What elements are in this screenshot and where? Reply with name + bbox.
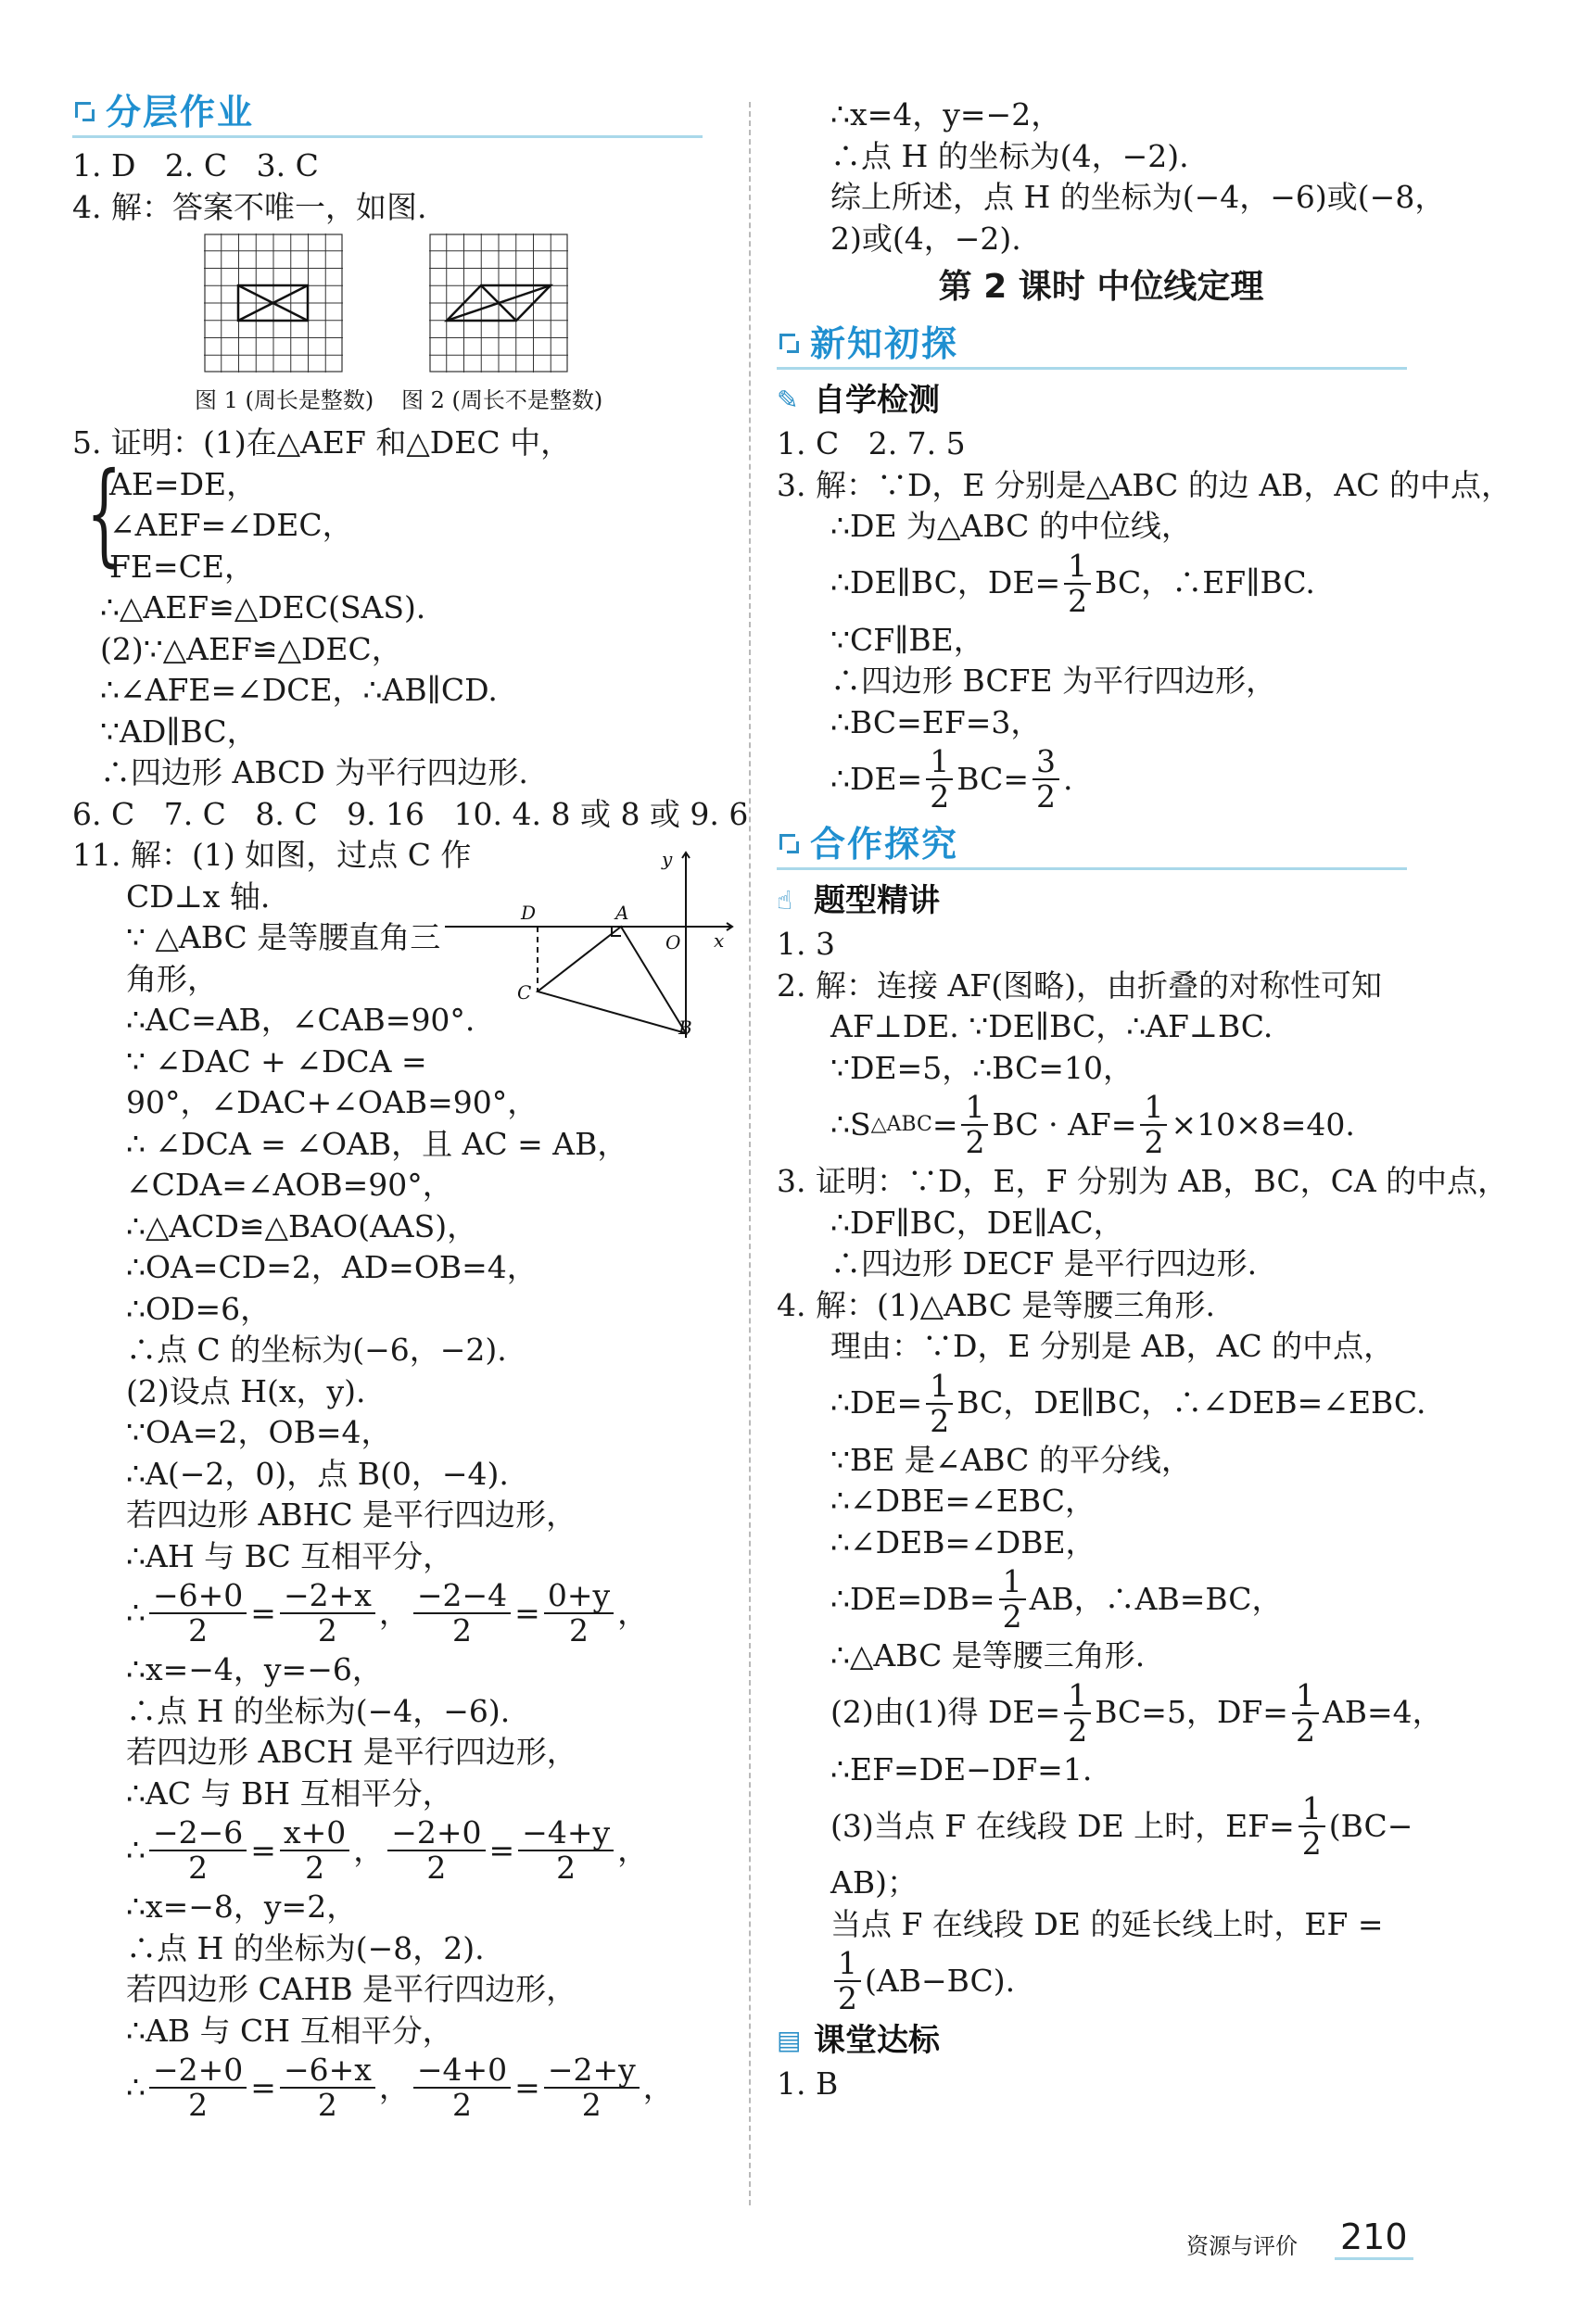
answer-line: ∵ △ABC 是等腰直角三 bbox=[126, 919, 441, 955]
answer-line: ∴△AEF≌△DEC(SAS). bbox=[100, 589, 426, 625]
subsection-title: 自学检测 bbox=[814, 381, 940, 419]
fraction bbox=[926, 745, 953, 814]
text: = bbox=[250, 1831, 276, 1868]
text: ， bbox=[353, 1831, 385, 1868]
numerator: 1 bbox=[834, 1947, 861, 1982]
answer-line: 11. 解：(1) 如图，过点 C 作 bbox=[72, 837, 472, 873]
numerator: 1 bbox=[1292, 1679, 1319, 1714]
denominator: 2 bbox=[965, 1124, 985, 1160]
fraction bbox=[1033, 745, 1059, 814]
numerator: 1 bbox=[961, 1091, 988, 1126]
answer-line: 角形， bbox=[126, 960, 218, 997]
answer-line: 若四边形 ABCH 是平行四边形， bbox=[126, 1734, 577, 1770]
figure-1-caption: 图 1 (周长是整数) bbox=[195, 387, 374, 413]
answer-line: ∵ ∠DAC + ∠DCA = bbox=[126, 1042, 427, 1080]
text: AB=4， bbox=[1322, 1694, 1443, 1731]
text: = bbox=[488, 1831, 515, 1868]
equation-system bbox=[72, 448, 712, 588]
page-number: 210 bbox=[1335, 2217, 1413, 2260]
answer-line: ∴点 C 的坐标为(−6，−2). bbox=[126, 1332, 507, 1368]
text: BC= bbox=[957, 760, 1029, 797]
fraction-equation bbox=[777, 1945, 1425, 2017]
answer-line: 4. 解：(1)△ABC 是等腰三角形. bbox=[777, 1286, 1216, 1323]
fraction-equation bbox=[777, 1089, 1425, 1161]
text: ∴ bbox=[126, 1831, 146, 1868]
numerator: 0+y bbox=[544, 1579, 614, 1614]
fraction bbox=[834, 1947, 861, 2015]
answer-line: ∴BC=EF=3， bbox=[830, 703, 1042, 740]
answer-line: ∠AEF=∠DEC， bbox=[109, 507, 353, 543]
section-icon bbox=[72, 99, 98, 125]
answer-line: ∵BE 是∠ABC 的平分线， bbox=[830, 1441, 1192, 1478]
answer-line: 6. C 7. C 8. C 9. 16 10. 4. 8 或 8 或 9. 6 bbox=[72, 795, 749, 832]
fraction bbox=[1140, 1091, 1167, 1159]
answer-line: ∴OA=CD=2，AD=OB=4， bbox=[126, 1249, 538, 1285]
fraction bbox=[413, 2053, 511, 2122]
answer-line: ∴AC=AB，∠CAB=90°. bbox=[126, 1002, 475, 1038]
answer-line: ∴AB 与 CH 互相平分， bbox=[126, 2012, 453, 2049]
text: ∴DE∥BC，DE= bbox=[830, 564, 1061, 601]
numerator: 1 bbox=[926, 1370, 953, 1405]
fraction bbox=[149, 2053, 247, 2122]
section-header-fenceng bbox=[72, 89, 703, 138]
answer-line: ∴x=4，y=−2， bbox=[830, 96, 1062, 133]
answer-line: ∴ ∠DCA = ∠OAB，且 AC = AB， bbox=[126, 1125, 628, 1162]
text: (AB−BC). bbox=[865, 1962, 1016, 1999]
text: = bbox=[514, 1594, 540, 1631]
answer-line: ∴点 H 的坐标为(−8，2). bbox=[126, 1929, 485, 1966]
answer-line: ∴点 H 的坐标为(−4，−6). bbox=[126, 1692, 511, 1729]
answer-line: AB)； bbox=[830, 1864, 918, 1901]
answer-line: 1. D 2. C 3. C bbox=[72, 147, 319, 183]
hand-icon: ☝ bbox=[777, 885, 793, 916]
pencil-icon: ✎ bbox=[777, 385, 799, 415]
label-y: y bbox=[662, 848, 673, 870]
text: BC=5，DF= bbox=[1095, 1694, 1288, 1731]
answer-line: ∴x=−8，y=2， bbox=[126, 1888, 358, 1925]
fraction-equation bbox=[72, 1577, 712, 1649]
fraction bbox=[280, 1816, 349, 1885]
section-icon bbox=[777, 331, 803, 357]
answer-line: ∴点 H 的坐标为(4，−2). bbox=[830, 137, 1189, 174]
text: ×10×8=40. bbox=[1171, 1105, 1355, 1143]
fraction bbox=[999, 1565, 1026, 1634]
fraction bbox=[544, 2053, 640, 2122]
answer-line: (2)设点 H(x，y). bbox=[126, 1372, 366, 1409]
answer-line: ∴DE 为△ABC 的中位线， bbox=[830, 508, 1192, 544]
text: = bbox=[514, 2068, 540, 2105]
numerator: −6+0 bbox=[149, 1579, 247, 1614]
text: ∴ bbox=[126, 1594, 146, 1631]
label-C: C bbox=[517, 981, 532, 1004]
fraction-equation bbox=[777, 1368, 1425, 1440]
grid-figures bbox=[72, 228, 712, 423]
fraction bbox=[280, 2053, 375, 2122]
fraction bbox=[387, 1816, 485, 1885]
answer-line: ∴∠DBE=∠EBC， bbox=[830, 1483, 1096, 1519]
answer-line: 1. B bbox=[777, 2065, 839, 2102]
denominator: 2 bbox=[317, 1612, 337, 1648]
section-header-hezuo bbox=[777, 821, 1407, 870]
grid-figure-2 bbox=[429, 234, 568, 373]
numerator: x+0 bbox=[280, 1816, 349, 1851]
section-title: 新知初探 bbox=[810, 322, 959, 364]
answer-line: AF⊥DE. ∵DE∥BC，∴AF⊥BC. bbox=[830, 1008, 1273, 1044]
lesson-title: 第 2 课时 中位线定理 bbox=[938, 268, 1264, 306]
answer-line: ∴OD=6， bbox=[126, 1290, 272, 1327]
answer-line: ∴四边形 DECF 是平行四边形. bbox=[830, 1245, 1258, 1282]
text: AB，∴AB=BC， bbox=[1029, 1580, 1283, 1617]
right-column bbox=[777, 95, 1512, 2105]
numerator: 1 bbox=[1064, 549, 1091, 585]
text: ∴ bbox=[126, 2068, 146, 2105]
label-B: B bbox=[678, 1017, 692, 1039]
fraction-equation bbox=[777, 1563, 1425, 1636]
denominator: 2 bbox=[452, 2087, 473, 2123]
numerator: −4+y bbox=[518, 1816, 614, 1851]
fraction-equation bbox=[777, 1676, 1443, 1749]
answer-line: FE=CE， bbox=[109, 548, 255, 585]
numerator: −2−4 bbox=[413, 1579, 511, 1614]
answer-line: AE=DE， bbox=[109, 465, 258, 502]
denominator: 2 bbox=[930, 778, 950, 815]
label-x: x bbox=[714, 929, 725, 952]
numerator: −2−6 bbox=[149, 1816, 247, 1851]
answer-line: 2. 解：连接 AF(图略)，由折叠的对称性可知 bbox=[777, 966, 1382, 1004]
answer-line: ∴∠DEB=∠DBE， bbox=[830, 1523, 1096, 1560]
denominator: 2 bbox=[317, 2087, 337, 2123]
left-column bbox=[72, 83, 749, 2124]
section-title: 分层作业 bbox=[106, 91, 255, 133]
section-title: 合作探究 bbox=[810, 823, 959, 865]
text: (BC− bbox=[1328, 1807, 1413, 1844]
brace-symbol: { bbox=[86, 448, 122, 578]
text: ， bbox=[617, 1831, 649, 1868]
answer-line: 3. 证明：∵D，E，F 分别为 AB，BC，CA 的中点， bbox=[777, 1163, 1509, 1199]
answer-line: ∴∠AFE=∠DCE，∴AB∥CD. bbox=[100, 672, 498, 708]
answer-line: ∵CF∥BE， bbox=[830, 621, 984, 658]
denominator: 2 bbox=[305, 1850, 325, 1886]
answer-line: ∴A(−2，0)，点 B(0，−4). bbox=[126, 1455, 509, 1492]
text: ， bbox=[617, 1594, 649, 1631]
fraction-equation bbox=[72, 2052, 712, 2124]
text: BC，∴EF∥BC. bbox=[1095, 564, 1315, 601]
column-divider bbox=[749, 102, 751, 2205]
numerator: 1 bbox=[1140, 1091, 1167, 1126]
fraction bbox=[1292, 1676, 1319, 1749]
answer-line: (2)∵△AEF≌△DEC， bbox=[100, 630, 402, 667]
fraction-equation bbox=[777, 548, 1425, 620]
answer-line: ∴四边形 ABCD 为平行四边形. bbox=[100, 754, 528, 790]
fraction-equation bbox=[72, 1814, 712, 1887]
answer-line: 3. 解：∵D，E 分别是△ABC 的边 AB，AC 的中点， bbox=[777, 466, 1512, 503]
denominator: 2 bbox=[1295, 1711, 1315, 1749]
denominator: 2 bbox=[556, 1850, 576, 1886]
answer-line: ∴DF∥BC，DE∥AC， bbox=[830, 1204, 1124, 1241]
denominator: 2 bbox=[188, 1612, 209, 1648]
numerator: −6+x bbox=[280, 2053, 375, 2089]
subsection-header bbox=[777, 377, 1425, 423]
denominator: 2 bbox=[581, 2087, 602, 2123]
numerator: −2+y bbox=[544, 2053, 640, 2089]
denominator: 2 bbox=[1068, 582, 1088, 619]
answer-line: 2)或(4，−2). bbox=[830, 220, 1021, 257]
denominator: 2 bbox=[1068, 1711, 1088, 1749]
section-header-xinzhi bbox=[777, 321, 1407, 370]
answer-line: ∵DE=5，∴BC=10， bbox=[830, 1049, 1134, 1086]
fraction bbox=[544, 1579, 614, 1648]
fraction-equation bbox=[777, 743, 1425, 815]
answer-line: 综上所述，点 H 的坐标为(−4，−6)或(−8， bbox=[830, 179, 1446, 215]
label-D: D bbox=[521, 902, 537, 924]
text: (3)当点 F 在线段 DE 上时，EF= bbox=[830, 1807, 1295, 1844]
text: = bbox=[250, 2068, 276, 2105]
subscript: △ABC bbox=[870, 1112, 932, 1136]
figure-2-caption: 图 2 (周长不是整数) bbox=[401, 387, 603, 413]
subsection-title: 课堂达标 bbox=[814, 2021, 940, 2059]
answer-line: ∵OA=2，OB=4， bbox=[126, 1414, 392, 1450]
answer-line: ∴△ABC 是等腰三角形. bbox=[830, 1637, 1146, 1674]
fraction bbox=[149, 1816, 247, 1885]
fraction bbox=[961, 1091, 988, 1159]
numerator: 1 bbox=[1064, 1679, 1091, 1714]
numerator: 1 bbox=[1299, 1792, 1325, 1827]
answer-line: ∴AC 与 BH 互相平分， bbox=[126, 1775, 453, 1812]
answer-line: ∴AH 与 BC 互相平分， bbox=[126, 1537, 454, 1574]
text: = bbox=[250, 1594, 276, 1631]
text: ∴DE= bbox=[830, 1384, 923, 1421]
answer-line: CD⊥x 轴. bbox=[126, 878, 271, 915]
numerator: 3 bbox=[1033, 745, 1059, 780]
answer-line: 当点 F 在线段 DE 的延长线上时，EF = bbox=[830, 1905, 1384, 1942]
page-footer bbox=[1186, 2217, 1413, 2260]
answer-line: 90°，∠DAC+∠OAB=90°， bbox=[126, 1084, 538, 1120]
fraction-equation bbox=[777, 1790, 1425, 1863]
answer-line: ∴EF=DE−DF=1. bbox=[830, 1750, 1093, 1787]
numerator: −2+0 bbox=[387, 1816, 485, 1851]
fraction bbox=[518, 1816, 614, 1885]
section-icon bbox=[777, 831, 803, 857]
footer-label: 资源与评价 bbox=[1186, 2233, 1298, 2259]
answer-line: ∴四边形 BCFE 为平行四边形， bbox=[830, 663, 1277, 699]
numerator: 1 bbox=[926, 745, 953, 780]
denominator: 2 bbox=[188, 2087, 209, 2123]
answer-line: ∴x=−4，y=−6， bbox=[126, 1651, 383, 1687]
answer-line: ∴△ACD≌△BAO(AAS)， bbox=[126, 1207, 478, 1244]
grid-figure-1 bbox=[204, 234, 343, 373]
fraction bbox=[149, 1579, 247, 1648]
denominator: 2 bbox=[1002, 1598, 1022, 1635]
denominator: 2 bbox=[426, 1850, 447, 1886]
subsection-title: 题型精讲 bbox=[814, 881, 940, 919]
book-icon: ▤ bbox=[777, 2025, 802, 2055]
denominator: 2 bbox=[930, 1402, 950, 1439]
answer-line: 1. 3 bbox=[777, 926, 835, 962]
text: ∴DE=DB= bbox=[830, 1580, 995, 1617]
numerator: 1 bbox=[999, 1565, 1026, 1600]
text: (2)由(1)得 DE= bbox=[830, 1694, 1061, 1731]
answer-line: 理由：∵D，E 分别是 AB，AC 的中点， bbox=[830, 1328, 1395, 1364]
label-O: O bbox=[665, 931, 681, 954]
text: . bbox=[1062, 760, 1073, 797]
denominator: 2 bbox=[838, 1980, 857, 2016]
numerator: −2+x bbox=[280, 1579, 375, 1614]
text: BC，DE∥BC，∴∠DEB=∠EBC. bbox=[957, 1384, 1426, 1421]
answer-line: ∠CDA=∠AOB=90°， bbox=[126, 1167, 453, 1203]
text: ∴S bbox=[830, 1105, 871, 1143]
denominator: 2 bbox=[1035, 778, 1056, 815]
subsection-header bbox=[777, 878, 1425, 924]
fraction bbox=[413, 1579, 511, 1648]
answer-line: 若四边形 ABHC 是平行四边形， bbox=[126, 1497, 577, 1533]
subsection-header bbox=[777, 2017, 1425, 2064]
label-A: A bbox=[615, 902, 629, 924]
fraction bbox=[926, 1367, 953, 1439]
text: ， bbox=[642, 2068, 674, 2105]
numerator: −2+0 bbox=[149, 2053, 247, 2089]
text: ∴DE= bbox=[830, 760, 923, 797]
text: ， bbox=[378, 1594, 410, 1631]
denominator: 2 bbox=[188, 1850, 209, 1886]
answer-line: 若四边形 CAHB 是平行四边形， bbox=[126, 1971, 577, 2007]
fraction bbox=[1064, 1676, 1091, 1749]
fraction bbox=[1299, 1792, 1325, 1861]
answer-line: 1. C 2. 7. 5 bbox=[777, 425, 966, 461]
text: ， bbox=[378, 2068, 410, 2105]
denominator: 2 bbox=[1301, 1825, 1322, 1862]
answer-line: 5. 证明：(1)在△AEF 和△DEC 中， bbox=[72, 424, 572, 461]
denominator: 2 bbox=[1144, 1124, 1164, 1160]
fraction bbox=[1064, 549, 1091, 618]
answer-line: ∵AD∥BC， bbox=[100, 713, 258, 750]
text: = bbox=[931, 1105, 958, 1143]
fraction bbox=[280, 1579, 375, 1648]
text: BC · AF= bbox=[992, 1105, 1137, 1143]
denominator: 2 bbox=[568, 1612, 589, 1648]
denominator: 2 bbox=[452, 1612, 473, 1648]
numerator: −4+0 bbox=[413, 2053, 511, 2089]
coordinate-diagram bbox=[436, 843, 741, 1047]
answer-line: 4. 解：答案不唯一，如图. bbox=[72, 188, 427, 225]
